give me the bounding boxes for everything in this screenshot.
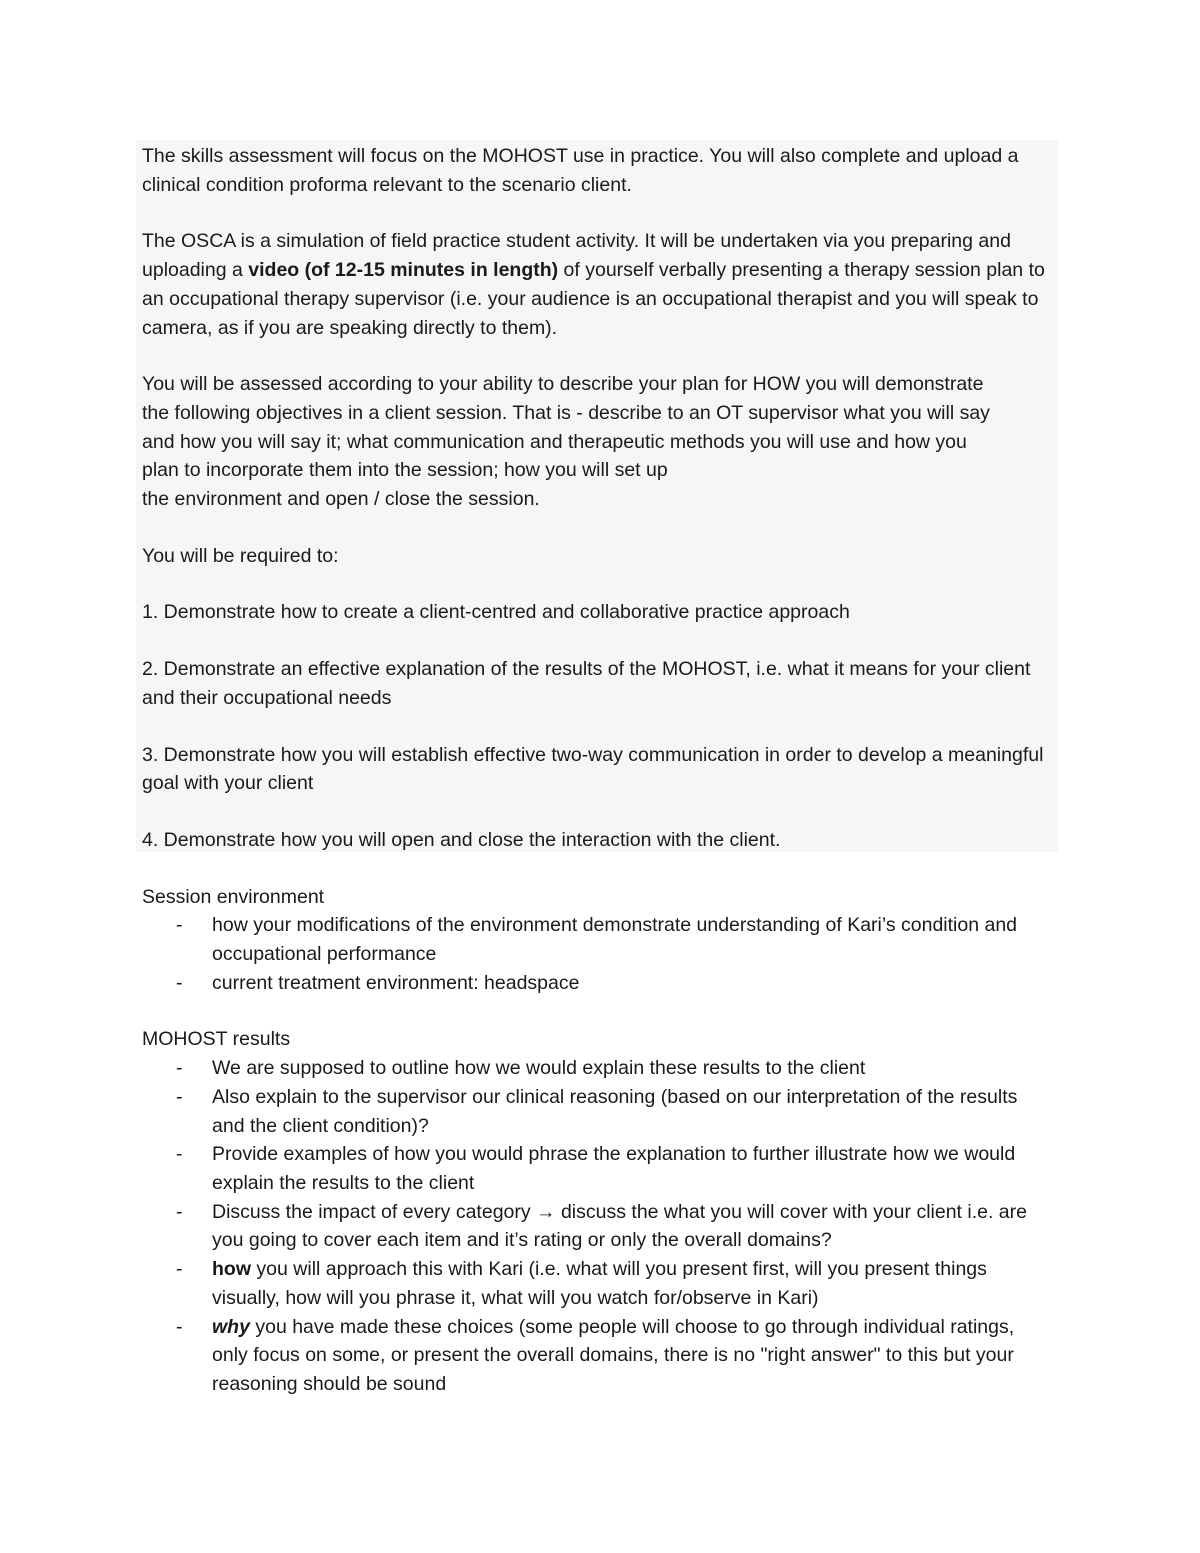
list-item-text: you have made these choices (some people will choose to go through individual ratings, only focus on some, or present the overall domains, there is no "right answer" to this but your reasoning should be sound (212, 1315, 1015, 1395)
dash-bullet: - (176, 1085, 183, 1108)
list-item (142, 1313, 1054, 1399)
intro-paragraph-2 (142, 227, 1054, 342)
list-item (142, 1255, 1054, 1312)
right-arrow-icon: → (536, 1200, 556, 1223)
list-item-text: Provide examples of how you would phrase the explanation to further illustrate how we would explain the results to the client (212, 1143, 1016, 1194)
objective-2: 2. Demonstrate an effective explanation of the results of the MOHOST, i.e. what it means for your client and their occupational needs (142, 658, 1031, 709)
list-item-text: Also explain to the supervisor our clinical reasoning (based on our interpretation of the results and the client condition)? (212, 1085, 1018, 1137)
list-item-text: We are supposed to outline how we would explain these results to the client (212, 1057, 866, 1080)
list-item (142, 1054, 1054, 1083)
objective-3: 3. Demonstrate how you will establish effective two-way communication in order to develop a meaningful goal with your client (142, 743, 1044, 795)
dash-bullet: - (176, 971, 183, 994)
list-item-text: you will approach this with Kari (i.e. what will you present first, will you present things visually, how will you phrase it, what will you watch for/observe in Kari) (212, 1258, 987, 1309)
objective-4: 4. Demonstrate how you will open and close the interaction with the client. (142, 828, 781, 851)
dash-bullet: - (176, 914, 183, 937)
list-item-text: current treatment environment: headspace (212, 971, 580, 994)
video-length-emphasis: video (of 12-15 minutes in length) (248, 259, 559, 282)
list-item (142, 969, 1054, 998)
emphasis-why: why (212, 1315, 250, 1338)
list-item (142, 1083, 1054, 1140)
dash-bullet: - (176, 1258, 183, 1281)
intro-p2-before: The OSCA is a simulation of field practice student activity. It will be undertaken via you preparing and uploading a (142, 230, 1011, 282)
dash-bullet: - (176, 1200, 183, 1223)
session-environment-heading: Session environment (142, 885, 325, 908)
document-content (142, 142, 1054, 1399)
session-environment-list (142, 911, 1054, 997)
objective-1: 1. Demonstrate how to create a client-centred and collaborative practice approach (142, 601, 850, 624)
mohost-results-heading: MOHOST results (142, 1028, 291, 1051)
intro-p2-after: of yourself verbally presenting a therapy session plan to an occupational therapy supervisor (i.e. your audience is an occupational therapist and you will speak to camera, as if you are speaking directly to them). (142, 259, 1045, 339)
dash-bullet: - (176, 1143, 183, 1166)
list-item-text: Discuss the impact of every category (212, 1200, 537, 1223)
emphasis-how: how (212, 1258, 251, 1281)
requirements-lead: You will be required to: (142, 544, 339, 567)
dash-bullet: - (176, 1315, 183, 1338)
mohost-results-list (142, 1054, 1054, 1398)
intro-paragraph-3: You will be assessed according to your ability to describe your plan for HOW you will demonstrate the following objectives in a client session. That is - describe to an OT supervisor what you will say and how you will say it; what communication and therapeutic methods you will use and how you plan to incorporate them into the session; how you will set up (142, 373, 990, 482)
dash-bullet: - (176, 1057, 183, 1080)
list-item (142, 1140, 1054, 1197)
list-item (142, 1198, 1054, 1255)
intro-paragraph-1: The skills assessment will focus on the MOHOST use in practice. You will also complete and upload a clinical condition proforma relevant to the scenario client. (142, 145, 1019, 196)
list-item (142, 911, 1054, 968)
list-item-text: how your modifications of the environment demonstrate understanding of Kari’s condition and occupational performance (212, 914, 1018, 966)
intro-paragraph-3-last-line: the environment and open / close the session. (142, 488, 540, 511)
list-item-text: discuss the what you will cover with your client i.e. are you going to cover each item and it’s rating or only the overall domains? (212, 1200, 1027, 1252)
